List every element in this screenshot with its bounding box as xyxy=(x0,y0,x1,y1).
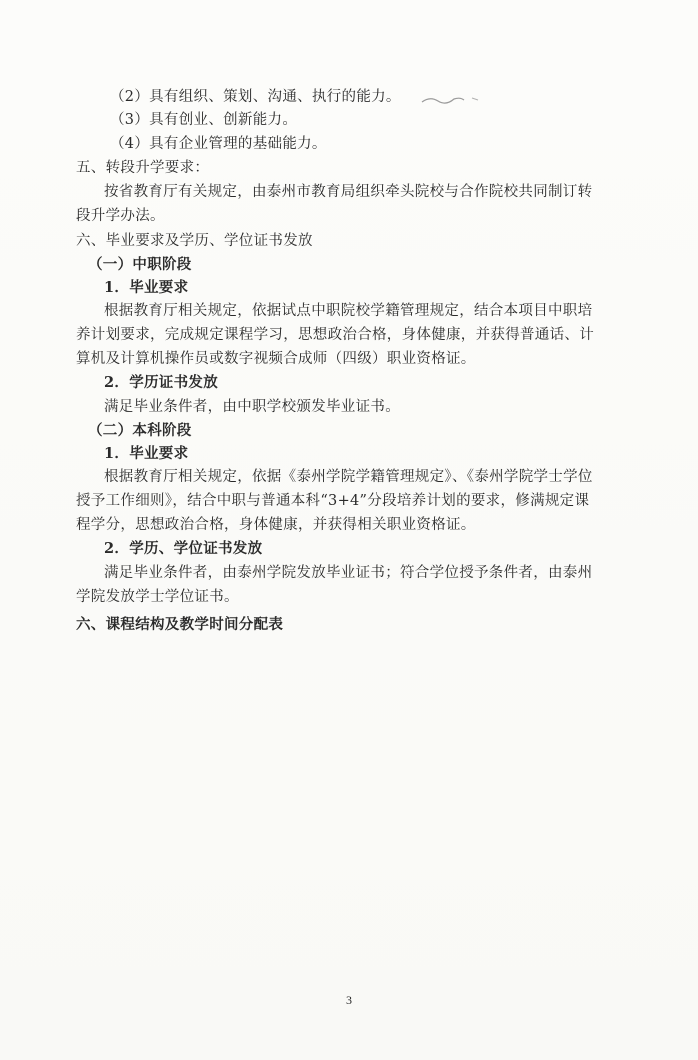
ability-item-3: （3）具有创业、创新能力。 xyxy=(110,112,298,128)
undergrad-graduation-para-line-1: 根据教育厅相关规定，依据《泰州学院学籍管理规定》、《泰州学院学士学位 xyxy=(104,469,593,485)
undergrad-graduation-para-line-3: 程学分，思想政治合格，身体健康，并获得相关职业资格证。 xyxy=(76,517,476,533)
pen-mark xyxy=(420,92,490,106)
vocational-graduation-heading: 1．毕业要求 xyxy=(104,279,189,296)
ability-item-2: （2）具有组织、策划、沟通、执行的能力。 xyxy=(110,89,401,105)
ability-item-4: （4）具有企业管理的基础能力。 xyxy=(110,136,327,152)
page-number: 3 xyxy=(346,993,352,1007)
section-5-para-line-1: 按省教育厅有关规定，由泰州市教育局组织牵头院校与合作院校共同制订转 xyxy=(104,184,593,200)
subsection-undergrad-heading: （二）本科阶段 xyxy=(88,422,192,439)
vocational-graduation-para-line-3: 算机及计算机操作员或数字视频合成师（四级）职业资格证。 xyxy=(76,351,476,367)
section-6-heading: 六、毕业要求及学历、学位证书发放 xyxy=(76,233,313,249)
undergrad-graduation-para-line-2: 授予工作细则》，结合中职与普通本科“3+4”分段培养计划的要求，修满规定课 xyxy=(76,493,590,509)
undergrad-certificate-para-line-1: 满足毕业条件者，由泰州学院发放毕业证书；符合学位授予条件者，由泰州 xyxy=(104,565,593,581)
undergrad-certificate-heading: 2．学历、学位证书发放 xyxy=(104,540,263,557)
vocational-certificate-para: 满足毕业条件者，由中职学校颁发毕业证书。 xyxy=(104,399,400,415)
section-5-para-line-2: 段升学办法。 xyxy=(76,208,165,224)
vocational-graduation-para-line-1: 根据教育厅相关规定，依据试点中职院校学籍管理规定，结合本项目中职培 xyxy=(104,303,593,319)
vocational-certificate-heading: 2．学历证书发放 xyxy=(104,374,218,391)
undergrad-certificate-para-line-2: 学院发放学士学位证书。 xyxy=(76,589,239,605)
undergrad-graduation-heading: 1．毕业要求 xyxy=(104,445,189,462)
vocational-graduation-para-line-2: 养计划要求，完成规定课程学习，思想政治合格，身体健康，并获得普通话、计 xyxy=(76,327,594,343)
section-5-heading: 五、转段升学要求： xyxy=(76,160,210,176)
section-6-course-structure-heading: 六、课程结构及教学时间分配表 xyxy=(76,616,284,633)
subsection-vocational-heading: （一）中职阶段 xyxy=(88,256,192,273)
